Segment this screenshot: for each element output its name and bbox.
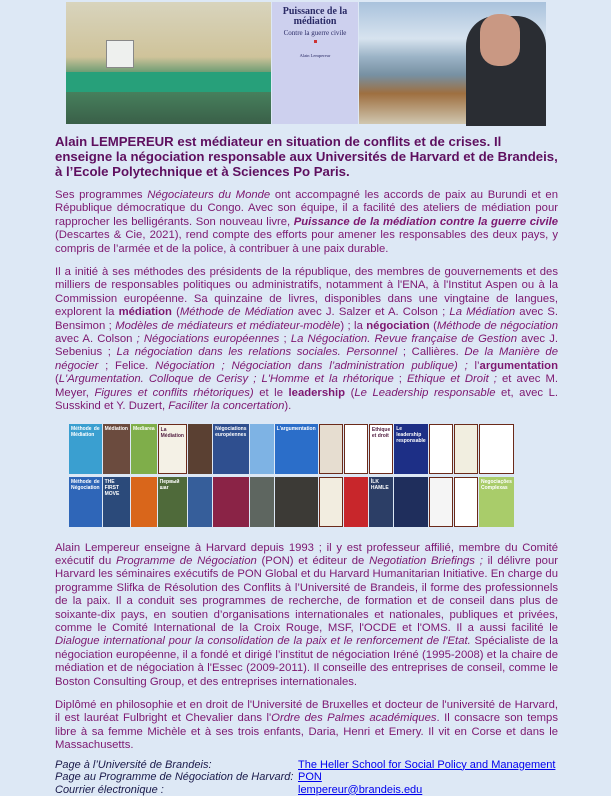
book-cover	[131, 477, 157, 527]
text-segment: ont accompagné les accords de paix au Burundi et en République démocratique du Congo. Avec son équipe, il a facilité des ateliers de médiation pour rapprocher les belligérants. Son nouveau livre,	[55, 189, 558, 228]
emphasized-text: Négociation ; Négociation dans l’administration publique) ;	[155, 359, 468, 372]
emphasized-text: L'Argumentation. Colloque de Cerisy ; L'Homme et la rhétorique	[58, 373, 394, 386]
text-segment: ; Felice.	[98, 359, 156, 372]
text-segment: ).	[284, 400, 292, 413]
biography	[55, 134, 558, 796]
emphasized-text: Programme de Négociation	[116, 554, 257, 567]
book-cover	[275, 477, 318, 527]
book-cover	[344, 424, 368, 474]
emphasized-text: Le Leadership responsable	[354, 386, 496, 399]
text-segment: et le	[253, 386, 289, 399]
book-cover: Ethique et droit	[369, 424, 393, 474]
emphasized-text: leadership	[288, 386, 346, 399]
header-images	[66, 2, 546, 124]
emphasized-text: Dialogue international pour la consolidation de la paix et le renforcement de l'Etat.	[55, 635, 471, 648]
paragraph-3	[55, 542, 558, 689]
book-cover	[250, 424, 274, 474]
email-link[interactable]: lempereur@brandeis.edu	[298, 783, 423, 796]
book-cover	[250, 477, 274, 527]
emphasized-text: Figures et conflits rhétoriques)	[94, 386, 254, 399]
emphasized-text: Négociateurs du Monde	[147, 189, 271, 201]
emphasized-text: négociation	[366, 319, 430, 332]
text-segment: (	[55, 373, 59, 386]
book-cover-puissance-de-la-mediation	[272, 2, 358, 124]
book-cover: Negociações Complexas	[479, 477, 514, 527]
link-label-brandeis: Page à l’Université de Brandeis:	[55, 758, 212, 771]
book-cover	[188, 424, 212, 474]
emphasized-text: Méthode de négociation	[436, 319, 558, 332]
book-cover: Le leadership responsable	[394, 424, 427, 474]
emphasized-text: Ethique et Droit ;	[407, 373, 497, 386]
text-segment: ) ; la	[340, 319, 367, 332]
book-covers-gallery	[69, 424, 539, 528]
paragraph-1	[55, 189, 558, 256]
text-segment: (	[429, 319, 437, 332]
text-segment: avec J. Sebenius ;	[55, 333, 558, 359]
paragraph-2	[55, 266, 558, 413]
emphasized-text: ; Négociations européennes	[136, 333, 280, 346]
book-cover	[479, 424, 514, 474]
emphasized-text: La Médiation	[449, 306, 516, 319]
pon-link[interactable]: PON	[298, 771, 322, 784]
book-cover	[188, 477, 212, 527]
text-segment: (	[345, 386, 355, 399]
links-table	[55, 759, 558, 796]
headline: Alain LEMPEREUR est médiateur en situation de conflits et de crises. Il enseigne la négociation responsable aux Universités de Harvard et de Brandeis, à l’Ecole Polytechnique et à Sciences Po Paris.	[55, 134, 558, 179]
book-cover	[515, 424, 539, 474]
book-cover: İLK HAMLE	[369, 477, 393, 527]
book-cover-author: Alain Lempereur	[299, 53, 331, 58]
book-cover	[454, 424, 478, 474]
text-segment: ; Callières.	[397, 346, 465, 359]
book-cover: Первый шаг	[158, 477, 187, 527]
text-segment: l’	[467, 359, 480, 372]
emphasized-text: Modèles de médiateurs et médiateur-modèle	[115, 319, 341, 332]
book-cover: Négociations européennes	[213, 424, 248, 474]
portrait-photo	[359, 2, 546, 124]
text-segment: Alain Lempereur enseigne à Harvard depuis 1993 ; il y est professeur affilié, membre du Comité exécutif du	[55, 541, 558, 567]
emphasized-text: argumentation	[479, 359, 558, 372]
heller-school-link[interactable]: The Heller School for Social Policy and Management	[298, 758, 556, 771]
book-cover: Médiation	[103, 424, 130, 474]
book-cover	[429, 424, 453, 474]
text-segment: (Descartes & Cie, 2021), rend compte des efforts pour amener les responsables des deux pays, y compris de l’armée et de la police, à contribuer à une paix durable.	[55, 229, 558, 255]
text-segment: (PON) et éditeur de	[256, 554, 370, 567]
emphasized-text: De la Manière de négocier	[55, 346, 558, 372]
book-cover	[515, 477, 539, 527]
emphasized-text: Méthode de Médiation	[179, 306, 294, 319]
emphasized-text: Puissance de la médiation contre la guerre civile	[293, 215, 558, 228]
book-cover-subtitle: Contre la guerre civile	[283, 29, 347, 37]
emphasized-text: Negotiation Briefings ;	[369, 554, 483, 567]
text-segment: avec J. Salzer et A. Colson ;	[293, 306, 450, 319]
book-cover: Méthode de Médiation	[69, 424, 102, 474]
text-segment: (	[171, 306, 180, 319]
book-cover	[213, 477, 248, 527]
text-segment: et avec M. Meyer,	[55, 373, 558, 399]
text-segment: ;	[393, 373, 408, 386]
book-cover	[454, 477, 478, 527]
text-segment: . Il consacre son temps libre à sa femme Michèle et à ses trois enfants, Daria, Henri et Emery. Il vit en Corse et dans le Massachusetts.	[55, 712, 558, 752]
emphasized-text: Faciliter la concertation	[168, 400, 285, 413]
text-segment: avec A. Colson	[55, 333, 137, 346]
link-label-pon: Page au Programme de Négociation de Harvard:	[55, 771, 294, 784]
text-segment: avec S. Bensimon ;	[55, 306, 558, 332]
book-cover: THE FIRST MOVE	[103, 477, 130, 527]
book-cover	[319, 477, 343, 527]
paragraph-4	[55, 699, 558, 753]
book-cover: Méthode de Négociation	[69, 477, 102, 527]
text-segment: Il a initié à ses méthodes des présidents de la république, des membres de gouvernements et des milliers de responsables politiques ou administratifs, notamment à l'ENA, à l'Institut Aspen ou à la Commission européenne. Sa quinzaine de livres, disponibles dans une vingtaine de langues, explorent la	[55, 266, 558, 319]
emphasized-text: Ordre des Palmes académiques	[271, 712, 437, 725]
text-segment: Ses programmes	[55, 189, 148, 201]
book-cover	[319, 424, 343, 474]
book-cover	[394, 477, 427, 527]
link-label-email: Courrier électronique :	[55, 783, 164, 796]
book-cover: La Médiation	[158, 424, 187, 474]
text-segment: il délivre pour Harvard les séminaires exécutifs de PON Global et du Harvard Humanitarian Initiative. En charge du programme Slifka de Résolution des Conflits à l’Université de Brandeis, il forme des professionnels de la paix. Il a conduit ses programmes de recherche, de formation et de conseil dans plus de soixante-dix pays, en soutien d’organisations internationales et nationales, publiques et privées, comme le Comité International de la Croix Rouge, MSF, l'OCDE et l'OMS. Il a aussi facilité le	[55, 554, 558, 634]
book-cover-title: Puissance de la médiation	[282, 6, 348, 27]
text-segment: et, avec L. Susskind et Y. Duzert,	[55, 386, 559, 413]
text-segment: Spécialiste de la négociation européenne, il a fondé et dirigé l’institut de négociation Iréné (1995-2008) et la chaire de médiation et de négociation à l'Essec (2009-2011). Il conseille des entreprises de conseil, comme le Boston Consulting Group, et des entreprises internationales.	[55, 635, 558, 688]
book-cover: L'argumentation	[275, 424, 318, 474]
emphasized-text: La Négociation. Revue française de Gestion	[290, 333, 518, 346]
book-cover	[429, 477, 453, 527]
book-cover: Mediarea	[131, 424, 157, 474]
book-cover	[344, 477, 368, 527]
text-segment: ;	[279, 333, 291, 346]
workshop-photo	[66, 2, 271, 124]
text-segment: Diplômé en philosophie et en droit de l'Université de Bruxelles et docteur de l'université de Harvard, il est lauréat Fulbright et Chevalier dans l'	[55, 698, 558, 725]
emphasized-text: La négociation dans les relations sociales. Personnel	[116, 346, 398, 359]
emphasized-text: médiation	[118, 306, 172, 319]
